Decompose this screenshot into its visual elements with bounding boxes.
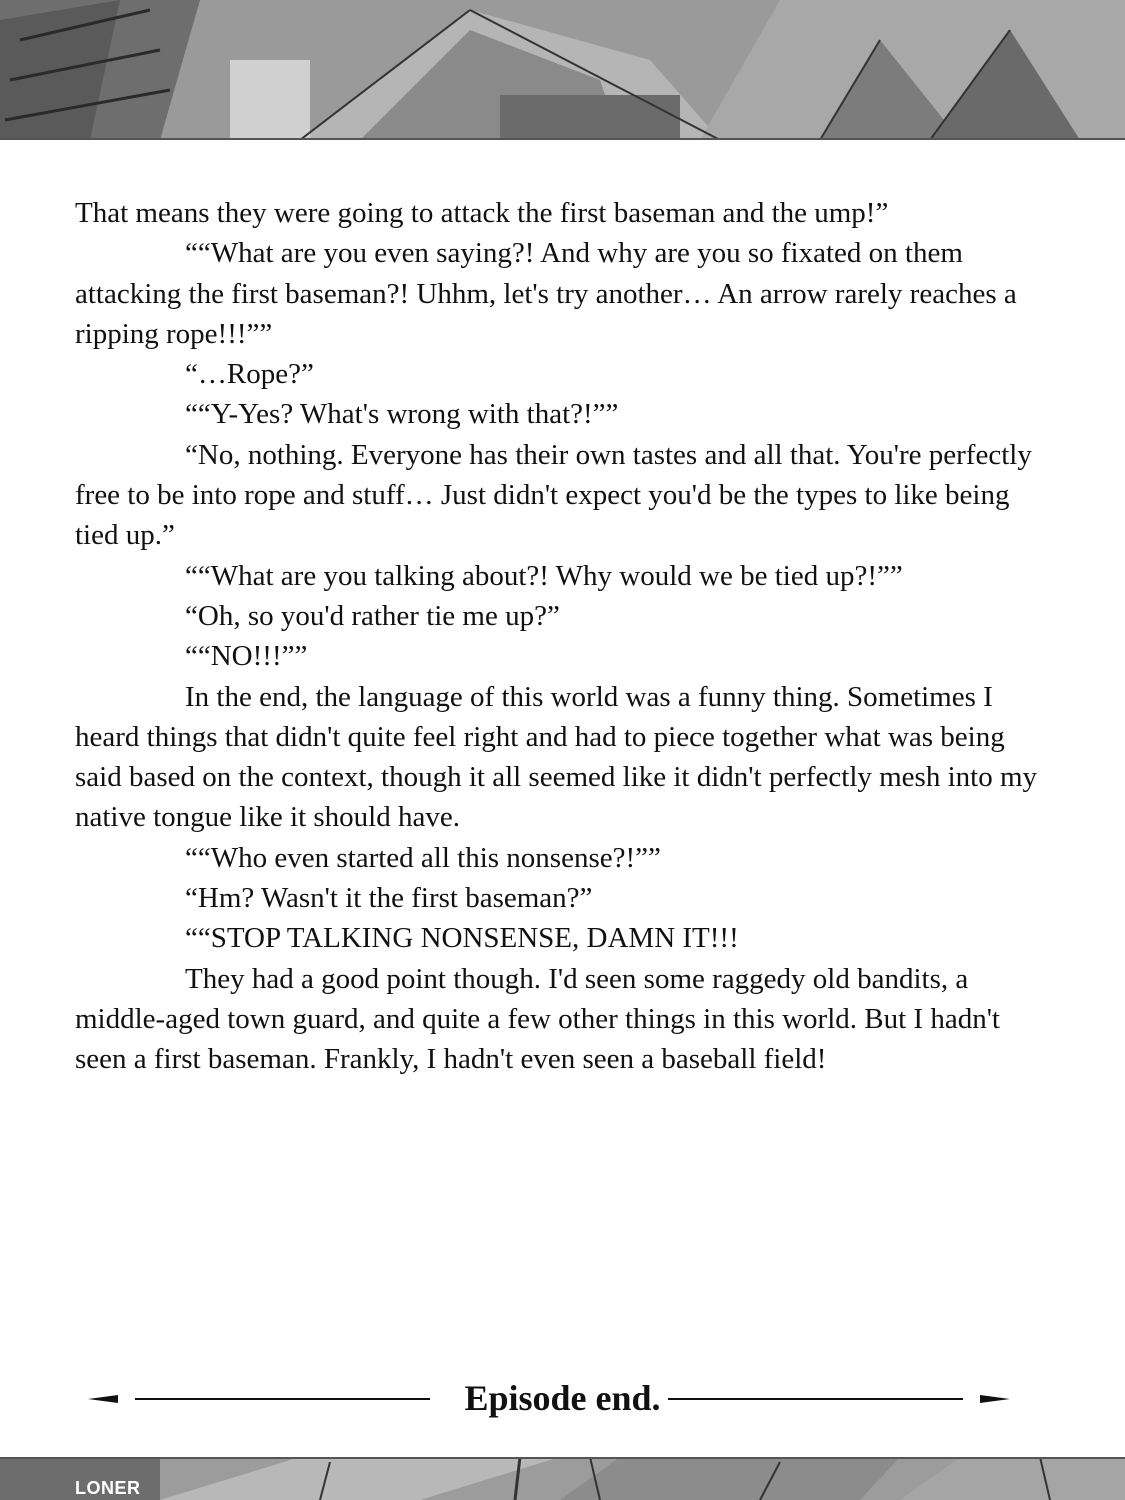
rooftops-illustration-icon: [0, 1457, 1125, 1500]
divider-line: [668, 1398, 963, 1400]
paragraph: ““What are you talking about?! Why would we be tied up?!””: [185, 559, 903, 592]
paragraph: That means they were going to attack the first baseman and the ump!”: [75, 197, 889, 229]
paragraph: “…Rope?”: [185, 358, 314, 391]
paragraph: ““Who even started all this nonsense?!””: [185, 841, 661, 874]
footer-label: LONER: [75, 1478, 141, 1498]
paragraph: ““Y-Yes? What's wrong with that?!””: [185, 398, 619, 431]
paragraph: “Oh, so you'd rather tie me up?”: [185, 599, 560, 632]
story-text: [75, 193, 1055, 1080]
episode-end-title: Episode end.: [464, 1378, 661, 1418]
paragraph: “Hm? Wasn't it the first baseman?”: [185, 882, 593, 915]
paragraph: ““What are you even saying?! And why are you so fixated on them attacking the first baseman?! Uhhm, let's try another… An arrow rarely reaches a ripping rope!!!””: [75, 237, 1017, 350]
rooftops-illustration-icon: [0, 0, 1125, 140]
paragraph: They had a good point though. I'd seen some raggedy old bandits, a middle-aged town guard, and quite a few other things in this world. But I hadn't seen a first baseman. Frankly, I hadn't even seen a baseball field!: [75, 962, 1000, 1076]
paragraph: “No, nothing. Everyone has their own tastes and all that. You're perfectly free to be into rope and stuff… Just didn't expect you'd be the types to like being tied up.”: [75, 438, 1032, 552]
episode-end-divider: [0, 1370, 1125, 1426]
paragraph: ““STOP TALKING NONSENSE, DAMN IT!!!: [185, 922, 739, 955]
paragraph: ““NO!!!””: [185, 640, 308, 673]
paragraph: In the end, the language of this world was a funny thing. Sometimes I heard things that didn't quite feel right and had to piece together what was being said based on the context, though it all seemed like it didn't perfectly mesh into my native tongue like it should have.: [75, 680, 1038, 834]
arrow-ornament-icon: [980, 1392, 1010, 1406]
